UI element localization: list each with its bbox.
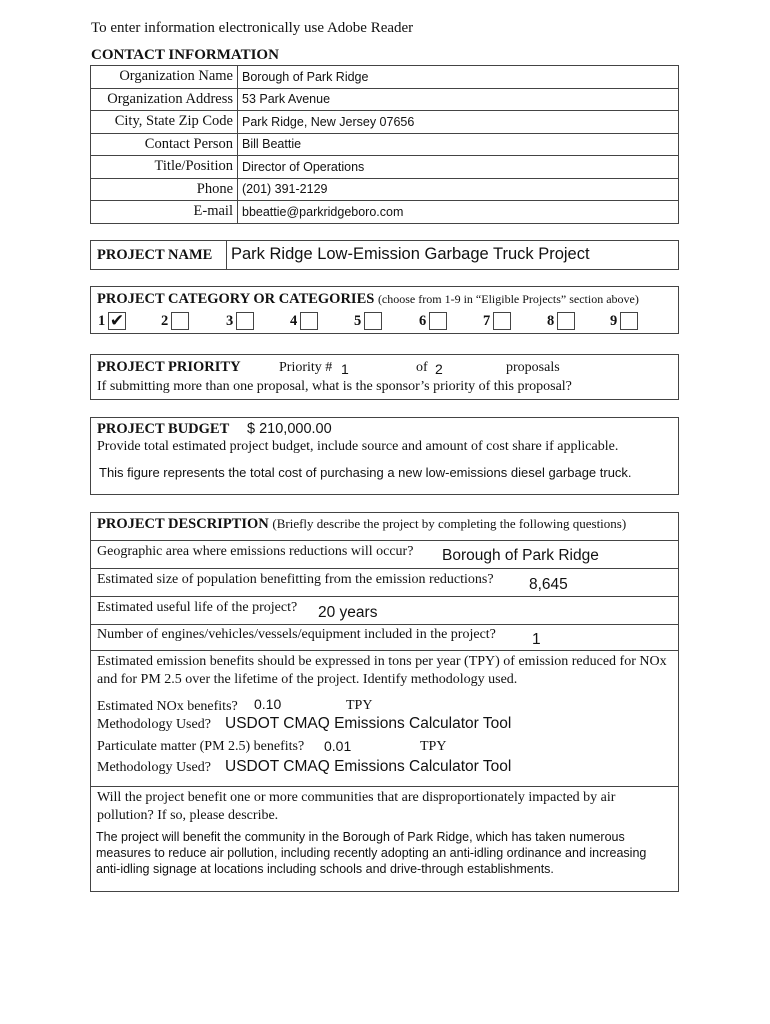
geographic-area-field[interactable]: Borough of Park Ridge: [442, 547, 599, 564]
proposals-label: proposals: [506, 360, 560, 375]
emission-benefits-row: [91, 651, 678, 787]
city-state-zip-field[interactable]: Park Ridge, New Jersey 07656: [238, 111, 679, 134]
disproportionate-impact-question: Will the project benefit one or more communities that are disproportionately impacted by air pollution? If so, please describe.: [97, 790, 616, 823]
category-checkbox-9[interactable]: [620, 312, 638, 330]
category-title: PROJECT CATEGORY OR CATEGORIES: [97, 291, 375, 307]
category-checkbox-6[interactable]: [429, 312, 447, 330]
category-heading: [97, 291, 639, 308]
engines-question: Number of engines/vehicles/vessels/equipment included in the project?: [97, 627, 496, 642]
nox-methodology-question: Methodology Used?: [97, 717, 211, 732]
contact-row-org-name: [91, 66, 679, 89]
contact-table: [90, 65, 679, 224]
contact-row-person: [91, 133, 679, 156]
priority-number-field[interactable]: 1: [341, 361, 349, 377]
category-number: 4: [290, 313, 298, 329]
nox-question: Estimated NOx benefits?: [97, 699, 238, 714]
budget-instructions: Provide total estimated project budget, include source and amount of cost share if applicable.: [97, 439, 619, 454]
engines-field[interactable]: 1: [532, 631, 541, 648]
useful-life-question: Estimated useful life of the project?: [97, 600, 298, 615]
pm-methodology-field[interactable]: USDOT CMAQ Emissions Calculator Tool: [225, 758, 512, 775]
description-title: PROJECT DESCRIPTION: [97, 516, 269, 532]
phone-field[interactable]: (201) 391-2129: [238, 178, 679, 201]
contact-label: E-mail: [91, 201, 238, 224]
useful-life-row: [91, 597, 678, 625]
title-position-field[interactable]: Director of Operations: [238, 156, 679, 179]
nox-methodology-field[interactable]: USDOT CMAQ Emissions Calculator Tool: [225, 715, 512, 732]
category-number: 6: [419, 313, 427, 329]
category-note: (choose from 1-9 in “Eligible Projects” section above): [377, 292, 639, 306]
budget-description-field[interactable]: This figure represents the total cost of purchasing a new low-emissions diesel garbage truck.: [99, 465, 632, 480]
project-budget-section: [90, 417, 679, 495]
category-checkbox-5[interactable]: [364, 312, 382, 330]
contact-label: Organization Name: [91, 66, 238, 89]
pm-question: Particulate matter (PM 2.5) benefits?: [97, 739, 305, 754]
environmental-justice-row: [91, 787, 678, 891]
category-number: 9: [610, 313, 618, 329]
category-checkbox-7[interactable]: [493, 312, 511, 330]
project-name-label: PROJECT NAME: [91, 241, 227, 269]
contact-label: Title/Position: [91, 156, 238, 179]
category-checkbox-4[interactable]: [300, 312, 318, 330]
pm-methodology-question: Methodology Used?: [97, 760, 211, 775]
contact-label: Organization Address: [91, 88, 238, 111]
nox-unit-label: TPY: [346, 698, 373, 713]
pm-benefits-field[interactable]: 0.01: [324, 738, 352, 754]
project-name-section: [90, 240, 679, 270]
contact-row-city: [91, 111, 679, 134]
description-header-row: [91, 513, 678, 541]
contact-row-org-address: [91, 88, 679, 111]
proposal-count-field[interactable]: 2: [435, 361, 443, 377]
priority-label: Priority #: [279, 360, 333, 375]
category-checkbox-1[interactable]: ✔: [109, 311, 125, 331]
priority-heading: PROJECT PRIORITY: [97, 359, 241, 375]
contact-row-title: [91, 156, 679, 179]
category-number: 2: [161, 313, 169, 329]
emission-benefits-intro: Estimated emission benefits should be expressed in tons per year (TPY) of emission reduced for NOx and for PM 2.5 over the lifetime of the project. Identify methodology used.: [97, 654, 667, 687]
priority-question: If submitting more than one proposal, what is the sponsor’s priority of this proposal?: [97, 379, 572, 394]
population-question: Estimated size of population benefitting from the emission reductions?: [97, 572, 494, 587]
pm-unit-label: TPY: [420, 739, 447, 754]
budget-amount-field[interactable]: $ 210,000.00: [247, 421, 332, 437]
contact-label: Contact Person: [91, 133, 238, 156]
contact-label: Phone: [91, 178, 238, 201]
contact-row-email: [91, 201, 679, 224]
project-description-section: [90, 512, 679, 892]
disproportionate-impact-field[interactable]: The project will benefit the community in the Borough of Park Ridge, which has taken numerous measures to reduce air pollution, including recently adopting an anti-idling ordinance and increasing anti-idling signage at locations including schools and drive-through establishments.: [96, 830, 647, 876]
category-number: 7: [483, 313, 491, 329]
org-address-field[interactable]: 53 Park Avenue: [238, 88, 679, 111]
description-heading: [97, 516, 626, 533]
category-number: 5: [354, 313, 362, 329]
category-number: 8: [547, 313, 555, 329]
category-checkbox-3[interactable]: [236, 312, 254, 330]
org-name-field[interactable]: Borough of Park Ridge: [238, 66, 679, 89]
category-checkbox-8[interactable]: [557, 312, 575, 330]
contact-label: City, State Zip Code: [91, 111, 238, 134]
geographic-area-row: [91, 541, 678, 569]
project-category-section: [90, 286, 679, 334]
contact-heading: CONTACT INFORMATION: [91, 47, 279, 63]
description-title-note: (Briefly describe the project by completing the following questions): [272, 516, 627, 531]
category-number: 1: [98, 313, 106, 329]
budget-heading: PROJECT BUDGET: [97, 421, 230, 437]
project-priority-section: [90, 354, 679, 400]
category-number: 3: [226, 313, 234, 329]
email-field[interactable]: bbeattie@parkridgeboro.com: [238, 201, 679, 224]
useful-life-field[interactable]: 20 years: [318, 604, 378, 621]
population-field[interactable]: 8,645: [529, 576, 568, 593]
engines-row: [91, 625, 678, 651]
geographic-area-question: Geographic area where emissions reductions will occur?: [97, 544, 414, 559]
contact-row-phone: [91, 178, 679, 201]
contact-person-field[interactable]: Bill Beattie: [238, 133, 679, 156]
project-name-field[interactable]: Park Ridge Low-Emission Garbage Truck Project: [231, 245, 590, 263]
form-notice: To enter information electronically use Adobe Reader: [91, 20, 414, 36]
nox-benefits-field[interactable]: 0.10: [254, 696, 282, 712]
category-checkbox-2[interactable]: [171, 312, 189, 330]
population-row: [91, 569, 678, 597]
priority-of-label: of: [416, 360, 428, 375]
